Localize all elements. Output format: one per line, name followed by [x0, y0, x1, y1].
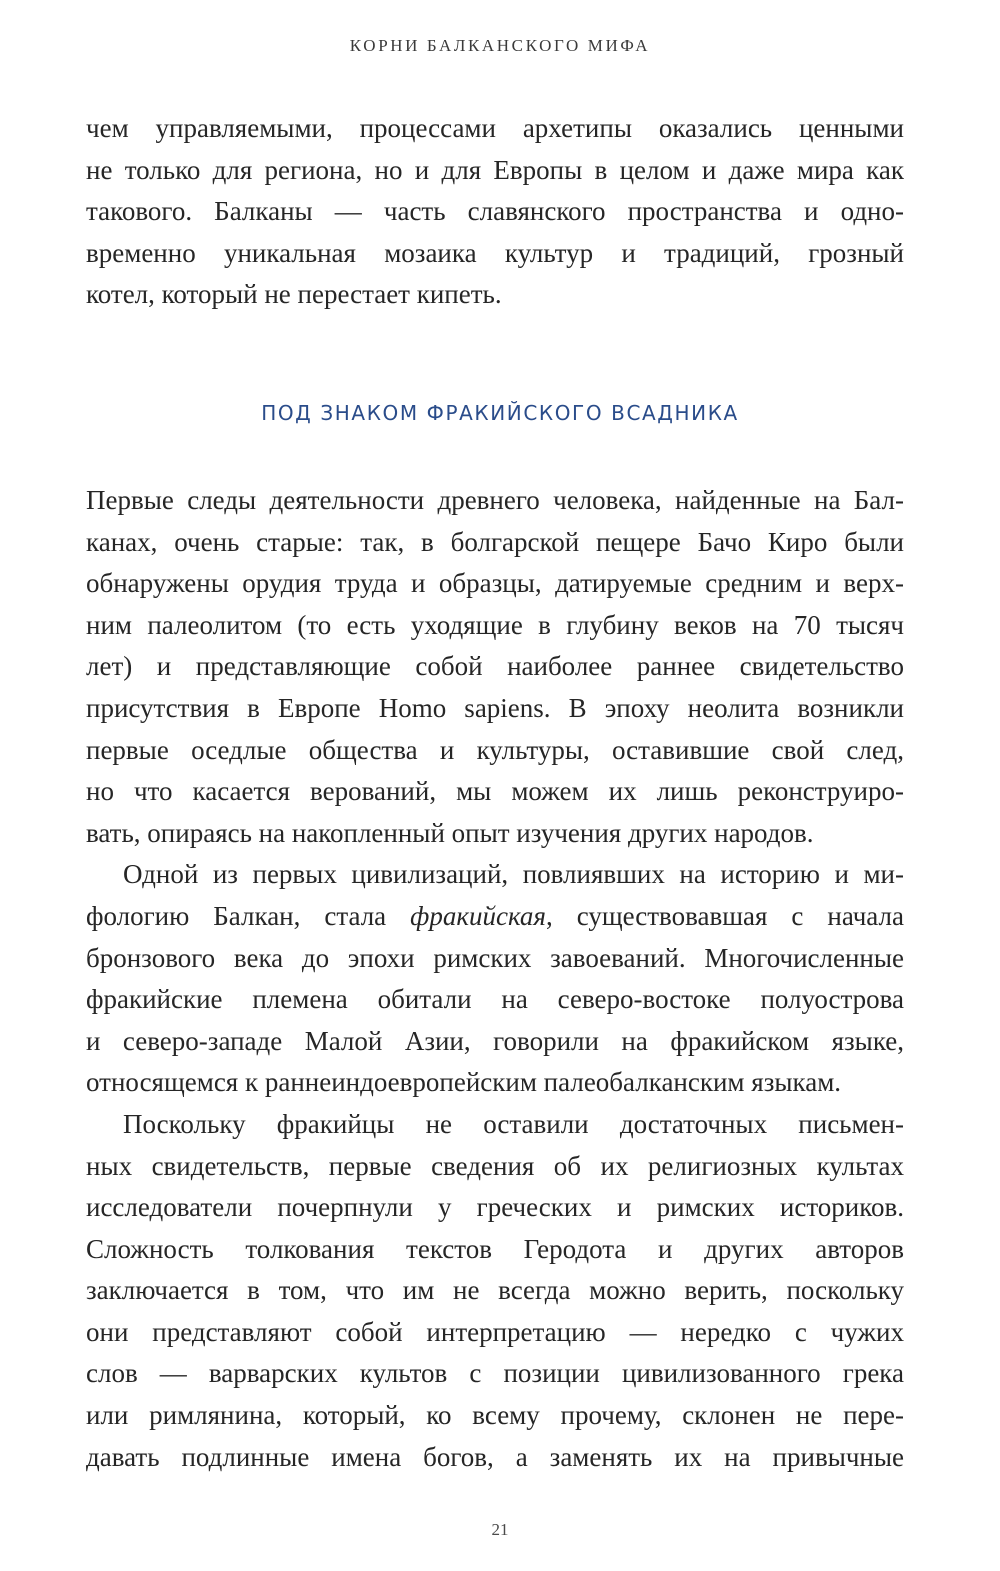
text-line: котел, который не перестает кипеть. — [86, 279, 502, 310]
text-line: относящемся к раннеиндоевропейским палеобалканским языкам. — [86, 1067, 842, 1098]
text-line: они представляют собой интерпретацию — нередко с чужих — [86, 1316, 904, 1347]
text-line: исследователи почерпнули у греческих и римских историков. — [86, 1192, 904, 1223]
text-run: фологию Балкан, стала — [86, 900, 411, 931]
italic-term: фракийская — [410, 900, 546, 931]
text-line: фракийские племена обитали на северо-востоке полуострова — [86, 984, 904, 1015]
text-line: присутствия в Европе Homo sapiens. В эпоху неолита возникли — [86, 692, 904, 723]
text-line: вать, опираясь на накопленный опыт изучения других народов. — [86, 817, 814, 848]
text-line: заключается в том, что им не всегда можно верить, поскольку — [86, 1275, 904, 1306]
text-line: первые оседлые общества и культуры, оставившие свой след, — [86, 734, 904, 765]
body-text — [86, 480, 904, 1478]
page-number: 21 — [491, 1520, 509, 1539]
intro-paragraph — [86, 108, 904, 316]
text-line — [86, 896, 904, 938]
text-line: временно уникальная мозаика культур и традиций, грозный — [86, 237, 904, 268]
text-line: Поскольку фракийцы не оставили достаточных письмен- — [123, 1108, 904, 1139]
text-line: лет) и представляющие собой наиболее раннее свидетельство — [86, 651, 904, 682]
text-line: ним палеолитом (то есть уходящие в глубину веков на 70 тысяч — [86, 609, 904, 640]
text-line: давать подлинные имена богов, а заменять их на привычные — [86, 1441, 904, 1472]
text-line: слов — варварских культов с позиции цивилизованного грека — [86, 1358, 904, 1389]
text-line: Сложность толкования текстов Геродота и других авторов — [86, 1233, 904, 1264]
text-line: или римлянина, который, ко всему прочему, склонен не пере- — [86, 1400, 904, 1431]
text-line: не только для региона, но и для Европы в целом и даже мира как — [86, 154, 904, 185]
text-line: Одной из первых цивилизаций, повлиявших на историю и ми- — [123, 859, 904, 890]
text-line: но что касается верований, мы можем их лишь реконструиро- — [86, 776, 904, 807]
text-line: и северо-западе Малой Азии, говорили на фракийском языке, — [86, 1025, 904, 1056]
text-run: , существовавшая с начала — [545, 900, 904, 931]
text-line: чем управляемыми, процессами архетипы оказались ценными — [86, 113, 904, 143]
text-line: такового. Балканы — часть славянского пространства и одно- — [86, 196, 904, 227]
text-line: ных свидетельств, первые сведения об их религиозных культах — [86, 1150, 904, 1181]
text-line: Первые следы деятельности древнего человека, найденные на Бал- — [86, 485, 904, 515]
text-line: бронзового века до эпохи римских завоеваний. Многочисленные — [86, 942, 904, 973]
running-header: КОРНИ БАЛКАНСКОГО МИФА — [349, 36, 651, 55]
text-line: обнаружены орудия труда и образцы, датируемые средним и верх- — [86, 568, 904, 599]
section-heading: ПОД ЗНАКОМ ФРАКИЙСКОГО ВСАДНИКА — [261, 401, 739, 425]
text-line: канах, очень старые: так, в болгарской пещере Бачо Киро были — [86, 526, 904, 557]
